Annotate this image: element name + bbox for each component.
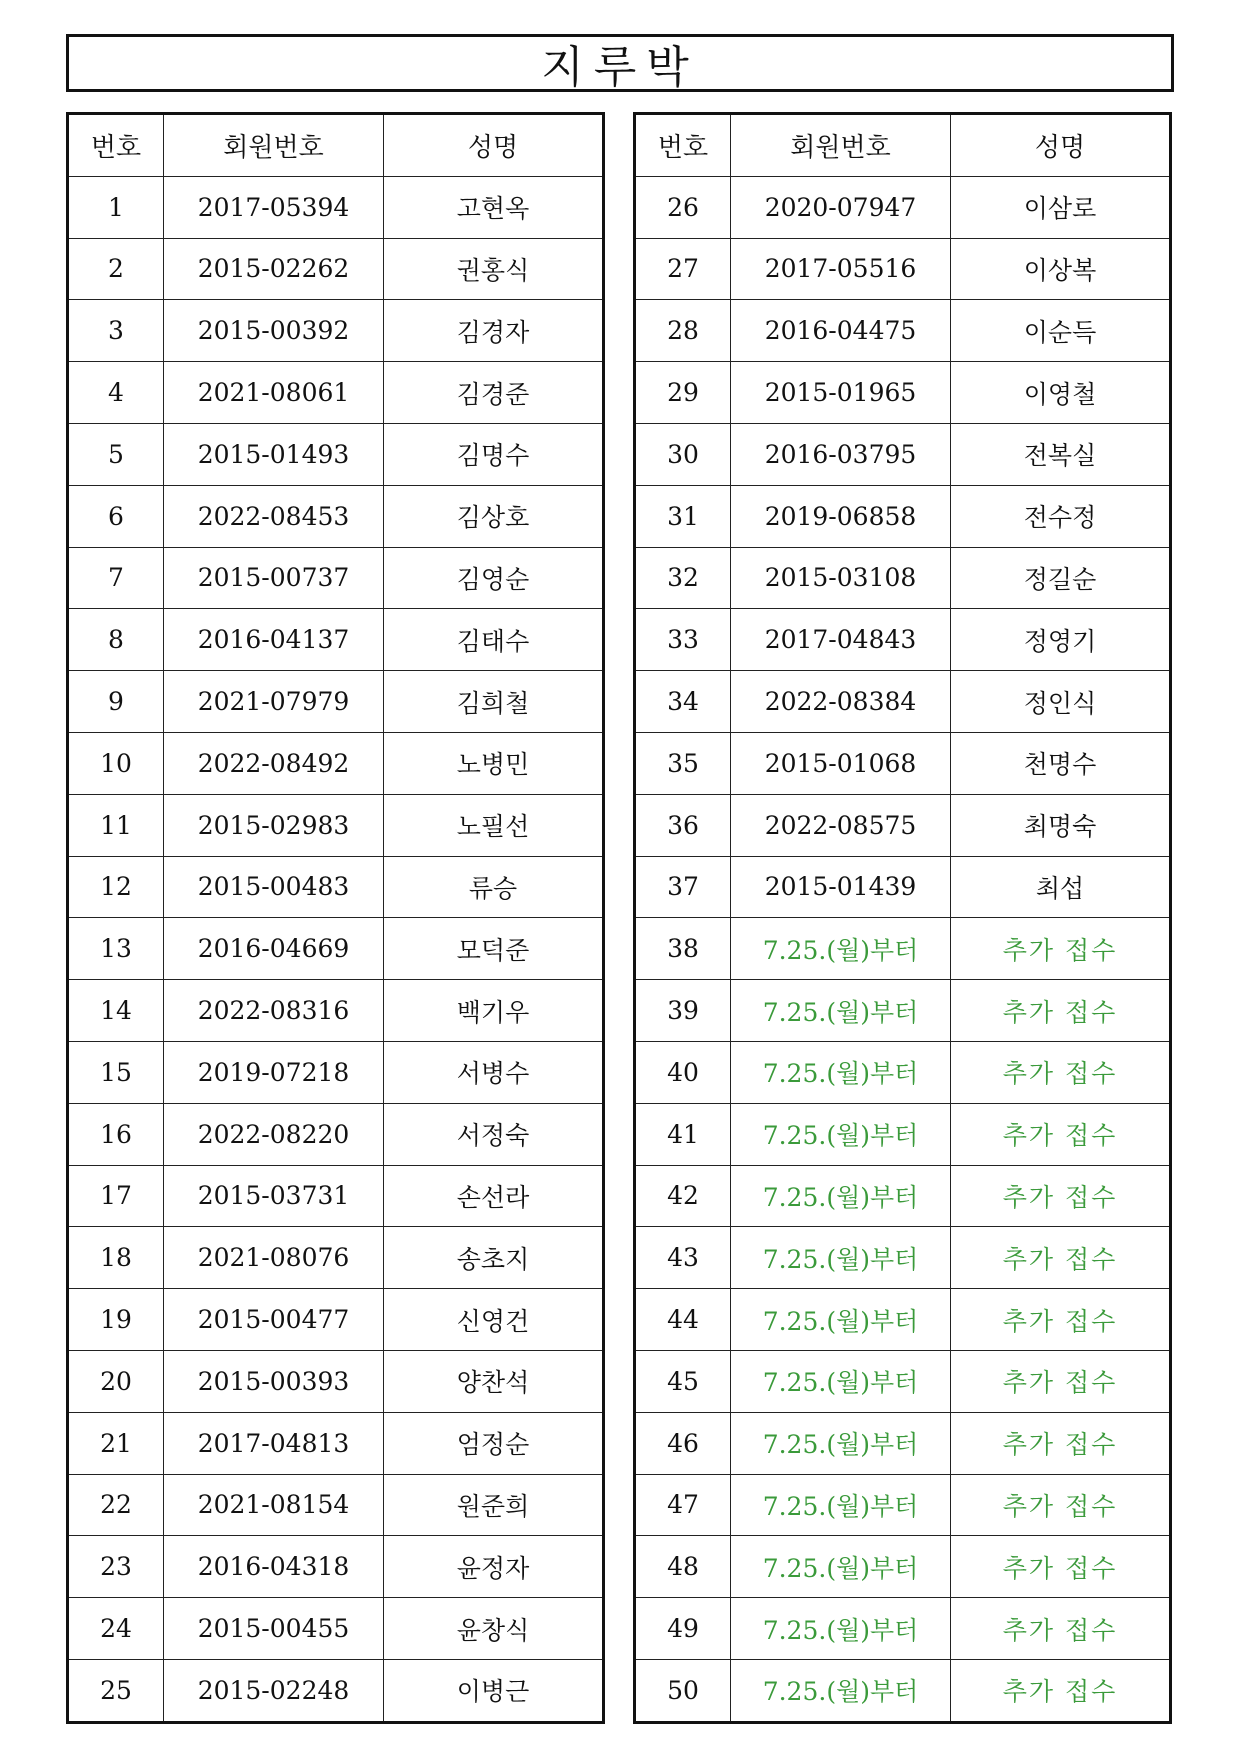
cell-number: 2: [68, 238, 164, 300]
table-row: [635, 918, 1171, 980]
cell-name: 김태수: [384, 609, 604, 671]
table-row: [68, 794, 604, 856]
table-row: [68, 1598, 604, 1660]
cell-number: 50: [635, 1659, 731, 1722]
header-member-id: 회원번호: [731, 114, 951, 177]
cell-name: 추가 접수: [951, 918, 1171, 980]
table-row: [68, 1474, 604, 1536]
cell-number: 47: [635, 1474, 731, 1536]
cell-member-id: 2022-08316: [164, 980, 384, 1042]
cell-number: 36: [635, 794, 731, 856]
cell-number: 5: [68, 423, 164, 485]
cell-name: 김영순: [384, 547, 604, 609]
cell-number: 38: [635, 918, 731, 980]
table-row: [68, 856, 604, 918]
table-row: [635, 980, 1171, 1042]
cell-number: 35: [635, 732, 731, 794]
cell-member-id: 7.25.(월)부터: [731, 918, 951, 980]
cell-name: 추가 접수: [951, 1412, 1171, 1474]
cell-member-id: 2015-01068: [731, 732, 951, 794]
cell-name: 윤정자: [384, 1536, 604, 1598]
cell-member-id: 2022-08575: [731, 794, 951, 856]
cell-number: 27: [635, 238, 731, 300]
cell-name: 추가 접수: [951, 1041, 1171, 1103]
cell-member-id: 2016-04318: [164, 1536, 384, 1598]
table-header-row: [68, 114, 604, 177]
cell-number: 41: [635, 1103, 731, 1165]
cell-name: 이병근: [384, 1659, 604, 1722]
cell-member-id: 7.25.(월)부터: [731, 1412, 951, 1474]
cell-member-id: 2016-04475: [731, 300, 951, 362]
table-row: [635, 1598, 1171, 1660]
cell-number: 30: [635, 423, 731, 485]
cell-member-id: 2015-02248: [164, 1659, 384, 1722]
table-row: [68, 1165, 604, 1227]
cell-member-id: 2021-08076: [164, 1227, 384, 1289]
table-row: [635, 1103, 1171, 1165]
cell-number: 43: [635, 1227, 731, 1289]
cell-name: 최명숙: [951, 794, 1171, 856]
cell-number: 8: [68, 609, 164, 671]
table-row: [68, 362, 604, 424]
table-row: [635, 1165, 1171, 1227]
cell-number: 20: [68, 1350, 164, 1412]
cell-member-id: 7.25.(월)부터: [731, 1041, 951, 1103]
cell-number: 23: [68, 1536, 164, 1598]
cell-member-id: 2015-02983: [164, 794, 384, 856]
cell-number: 10: [68, 732, 164, 794]
table-row: [635, 300, 1171, 362]
header-member-id: 회원번호: [164, 114, 384, 177]
cell-name: 정인식: [951, 671, 1171, 733]
cell-name: 추가 접수: [951, 980, 1171, 1042]
cell-member-id: 2015-03731: [164, 1165, 384, 1227]
cell-member-id: 2015-01439: [731, 856, 951, 918]
cell-number: 33: [635, 609, 731, 671]
table-row: [68, 1412, 604, 1474]
table-row: [68, 732, 604, 794]
cell-number: 15: [68, 1041, 164, 1103]
cell-name: 윤창식: [384, 1598, 604, 1660]
cell-member-id: 2015-00477: [164, 1289, 384, 1351]
cell-member-id: 2016-04137: [164, 609, 384, 671]
cell-name: 모덕준: [384, 918, 604, 980]
cell-member-id: 2016-03795: [731, 423, 951, 485]
table-row: [68, 547, 604, 609]
cell-member-id: 2022-08453: [164, 485, 384, 547]
cell-name: 백기우: [384, 980, 604, 1042]
cell-number: 7: [68, 547, 164, 609]
cell-number: 44: [635, 1289, 731, 1351]
cell-number: 17: [68, 1165, 164, 1227]
cell-member-id: 2015-00483: [164, 856, 384, 918]
header-no: 번호: [68, 114, 164, 177]
cell-name: 노병민: [384, 732, 604, 794]
cell-member-id: 2015-00455: [164, 1598, 384, 1660]
cell-member-id: 2021-07979: [164, 671, 384, 733]
cell-member-id: 2017-05394: [164, 176, 384, 238]
roster-table-right: [633, 112, 1172, 1724]
cell-name: 손선라: [384, 1165, 604, 1227]
table-row: [68, 1227, 604, 1289]
cell-member-id: 2015-02262: [164, 238, 384, 300]
table-row: [635, 732, 1171, 794]
table-row: [68, 238, 604, 300]
cell-member-id: 2021-08154: [164, 1474, 384, 1536]
cell-number: 34: [635, 671, 731, 733]
cell-name: 정영기: [951, 609, 1171, 671]
header-no: 번호: [635, 114, 731, 177]
table-row: [635, 1289, 1171, 1351]
cell-name: 류승: [384, 856, 604, 918]
cell-name: 이영철: [951, 362, 1171, 424]
cell-name: 김경준: [384, 362, 604, 424]
table-row: [635, 671, 1171, 733]
cell-number: 21: [68, 1412, 164, 1474]
cell-number: 12: [68, 856, 164, 918]
cell-number: 48: [635, 1536, 731, 1598]
cell-name: 서정숙: [384, 1103, 604, 1165]
table-row: [68, 918, 604, 980]
cell-name: 추가 접수: [951, 1598, 1171, 1660]
cell-member-id: 2021-08061: [164, 362, 384, 424]
table-row: [635, 856, 1171, 918]
cell-number: 39: [635, 980, 731, 1042]
table-row: [68, 1536, 604, 1598]
cell-name: 천명수: [951, 732, 1171, 794]
cell-number: 46: [635, 1412, 731, 1474]
cell-number: 13: [68, 918, 164, 980]
cell-name: 신영건: [384, 1289, 604, 1351]
table-row: [635, 176, 1171, 238]
cell-name: 김명수: [384, 423, 604, 485]
cell-member-id: 7.25.(월)부터: [731, 1659, 951, 1722]
cell-name: 추가 접수: [951, 1536, 1171, 1598]
cell-member-id: 2019-06858: [731, 485, 951, 547]
table-row: [68, 1103, 604, 1165]
cell-name: 추가 접수: [951, 1659, 1171, 1722]
page-title: 지루박: [66, 34, 1174, 92]
cell-name: 추가 접수: [951, 1350, 1171, 1412]
cell-number: 1: [68, 176, 164, 238]
roster-body-left: [68, 176, 604, 1722]
cell-name: 서병수: [384, 1041, 604, 1103]
cell-member-id: 7.25.(월)부터: [731, 1350, 951, 1412]
cell-member-id: 7.25.(월)부터: [731, 1536, 951, 1598]
cell-name: 김경자: [384, 300, 604, 362]
cell-member-id: 7.25.(월)부터: [731, 1165, 951, 1227]
table-row: [635, 1536, 1171, 1598]
table-row: [68, 671, 604, 733]
table-row: [635, 423, 1171, 485]
cell-member-id: 7.25.(월)부터: [731, 1474, 951, 1536]
cell-number: 26: [635, 176, 731, 238]
cell-member-id: 7.25.(월)부터: [731, 1227, 951, 1289]
cell-number: 31: [635, 485, 731, 547]
table-row: [635, 1350, 1171, 1412]
cell-member-id: 2020-07947: [731, 176, 951, 238]
cell-number: 29: [635, 362, 731, 424]
cell-member-id: 7.25.(월)부터: [731, 1289, 951, 1351]
cell-number: 3: [68, 300, 164, 362]
cell-name: 추가 접수: [951, 1165, 1171, 1227]
cell-member-id: 7.25.(월)부터: [731, 1598, 951, 1660]
table-row: [68, 485, 604, 547]
cell-number: 14: [68, 980, 164, 1042]
cell-number: 28: [635, 300, 731, 362]
cell-name: 전수정: [951, 485, 1171, 547]
cell-number: 18: [68, 1227, 164, 1289]
table-row: [68, 1289, 604, 1351]
cell-number: 49: [635, 1598, 731, 1660]
cell-name: 이순득: [951, 300, 1171, 362]
cell-member-id: 2015-00393: [164, 1350, 384, 1412]
cell-number: 24: [68, 1598, 164, 1660]
table-row: [635, 1227, 1171, 1289]
cell-name: 김희철: [384, 671, 604, 733]
table-row: [635, 238, 1171, 300]
header-name: 성명: [384, 114, 604, 177]
table-row: [635, 485, 1171, 547]
table-row: [68, 300, 604, 362]
cell-name: 추가 접수: [951, 1103, 1171, 1165]
cell-number: 19: [68, 1289, 164, 1351]
cell-member-id: 2017-05516: [731, 238, 951, 300]
cell-member-id: 2015-00392: [164, 300, 384, 362]
cell-number: 16: [68, 1103, 164, 1165]
cell-number: 42: [635, 1165, 731, 1227]
cell-number: 11: [68, 794, 164, 856]
table-header-row: [635, 114, 1171, 177]
table-row: [68, 1350, 604, 1412]
cell-name: 추가 접수: [951, 1289, 1171, 1351]
cell-number: 6: [68, 485, 164, 547]
table-row: [635, 1659, 1171, 1722]
cell-number: 9: [68, 671, 164, 733]
cell-name: 노필선: [384, 794, 604, 856]
cell-name: 이삼로: [951, 176, 1171, 238]
cell-number: 4: [68, 362, 164, 424]
cell-member-id: 2015-00737: [164, 547, 384, 609]
cell-name: 추가 접수: [951, 1474, 1171, 1536]
cell-number: 45: [635, 1350, 731, 1412]
table-row: [68, 423, 604, 485]
table-row: [635, 547, 1171, 609]
table-row: [635, 609, 1171, 671]
cell-number: 40: [635, 1041, 731, 1103]
cell-member-id: 2016-04669: [164, 918, 384, 980]
table-row: [635, 362, 1171, 424]
table-row: [68, 609, 604, 671]
cell-number: 22: [68, 1474, 164, 1536]
cell-member-id: 2015-01965: [731, 362, 951, 424]
header-name: 성명: [951, 114, 1171, 177]
cell-member-id: 2022-08220: [164, 1103, 384, 1165]
cell-member-id: 2019-07218: [164, 1041, 384, 1103]
cell-name: 고현옥: [384, 176, 604, 238]
cell-name: 송초지: [384, 1227, 604, 1289]
table-row: [68, 176, 604, 238]
cell-number: 25: [68, 1659, 164, 1722]
cell-name: 양찬석: [384, 1350, 604, 1412]
table-row: [68, 980, 604, 1042]
roster-body-right: [635, 176, 1171, 1722]
cell-member-id: 2015-03108: [731, 547, 951, 609]
table-row: [68, 1041, 604, 1103]
roster-table-left: [66, 112, 605, 1724]
cell-member-id: 2022-08492: [164, 732, 384, 794]
cell-member-id: 2017-04843: [731, 609, 951, 671]
cell-name: 정길순: [951, 547, 1171, 609]
cell-member-id: 7.25.(월)부터: [731, 980, 951, 1042]
cell-member-id: 7.25.(월)부터: [731, 1103, 951, 1165]
cell-number: 37: [635, 856, 731, 918]
table-row: [635, 1412, 1171, 1474]
cell-member-id: 2015-01493: [164, 423, 384, 485]
table-row: [635, 794, 1171, 856]
cell-member-id: 2022-08384: [731, 671, 951, 733]
cell-name: 엄정순: [384, 1412, 604, 1474]
cell-member-id: 2017-04813: [164, 1412, 384, 1474]
cell-name: 김상호: [384, 485, 604, 547]
cell-name: 추가 접수: [951, 1227, 1171, 1289]
table-row: [635, 1041, 1171, 1103]
cell-name: 최섭: [951, 856, 1171, 918]
cell-number: 32: [635, 547, 731, 609]
cell-name: 원준희: [384, 1474, 604, 1536]
cell-name: 이상복: [951, 238, 1171, 300]
table-row: [68, 1659, 604, 1722]
cell-name: 전복실: [951, 423, 1171, 485]
table-row: [635, 1474, 1171, 1536]
cell-name: 권홍식: [384, 238, 604, 300]
